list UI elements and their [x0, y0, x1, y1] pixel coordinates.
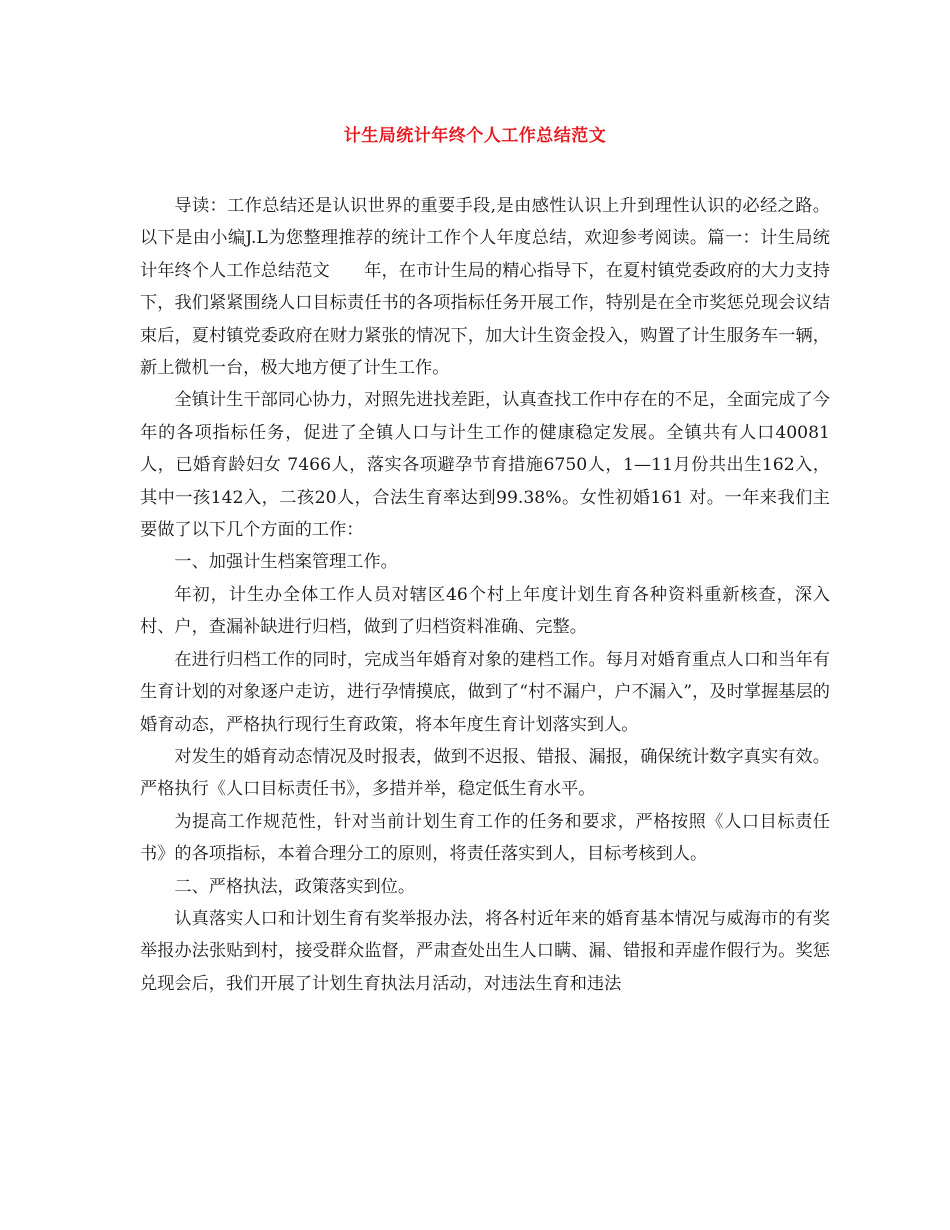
paragraph: 全镇计生干部同心协力，对照先进找差距，认真查找工作中存在的不足，全面完成了今年的各项指标任务，促进了全镇人口与计生工作的健康稳定发展。全镇共有人口40081人，已婚育龄妇女 7466人，落实各项避孕节育措施6750人，1—11月份共出生162入，其中一孩142入，二孩20人，合法生育率达到99.38%。女性初婚161 对。一年来我们主要做了以下几个方面的工作： [140, 390, 830, 541]
paragraph: 为提高工作规范性，针对当前计划生育工作的任务和要求，严格按照《人口目标责任书》的各项指标，本着合理分工的原则，将责任落实到人，目标考核到人。 [140, 811, 830, 865]
document-title: 计生局统计年终个人工作总结范文 [343, 126, 607, 146]
document-body [140, 190, 830, 1000]
section-heading: 一、加强计生档案管理工作。 [174, 552, 398, 573]
section-heading: 二、严格执法，政策落实到位。 [174, 876, 416, 897]
paragraph: 对发生的婚育动态情况及时报表，做到不迟报、错报、漏报，确保统计数字真实有效。严格执行《人口目标责任书》，多措并举，稳定低生育水平。 [140, 746, 830, 800]
paragraph: 认真落实人口和计划生育有奖举报办法，将各村近年来的婚育基本情况与威海市的有奖举报办法张贴到村，接受群众监督，严肃查处出生人口瞒、漏、错报和弄虚作假行为。奖惩兑现会后，我们开展了计划生育执法月活动，对违法生育和违法 [140, 908, 830, 994]
paragraph: 年初，计生办全体工作人员对辖区46个村上年度计划生育各种资料重新核查，深入村、户，查漏补缺进行归档，做到了归档资料准确、完整。 [140, 584, 830, 638]
paragraph: 导读：工作总结还是认识世界的重要手段,是由感性认识上升到理性认识的必经之路。以下是由小编J.L为您整理推荐的统计工作个人年度总结，欢迎参考阅读。篇一：计生局统计年终个人工作总结范文 年，在市计生局的精心指导下，在夏村镇党委政府的大力支持下，我们紧紧围绕人口目标责任书的各项指标任务开展工作，特别是在全市奖惩兑现会议结束后，夏村镇党委政府在财力紧张的情况下，加大计生资金投入，购置了计生服务车一辆，新上微机一台，极大地方便了计生工作。 [140, 196, 830, 379]
paragraph: 在进行归档工作的同时，完成当年婚育对象的建档工作。每月对婚育重点人口和当年有生育计划的对象逐户走访，进行孕情摸底，做到了“村不漏户，户不漏入”，及时掌握基层的婚育动态，严格执行现行生育政策，将本年度生育计划落实到人。 [140, 649, 830, 735]
